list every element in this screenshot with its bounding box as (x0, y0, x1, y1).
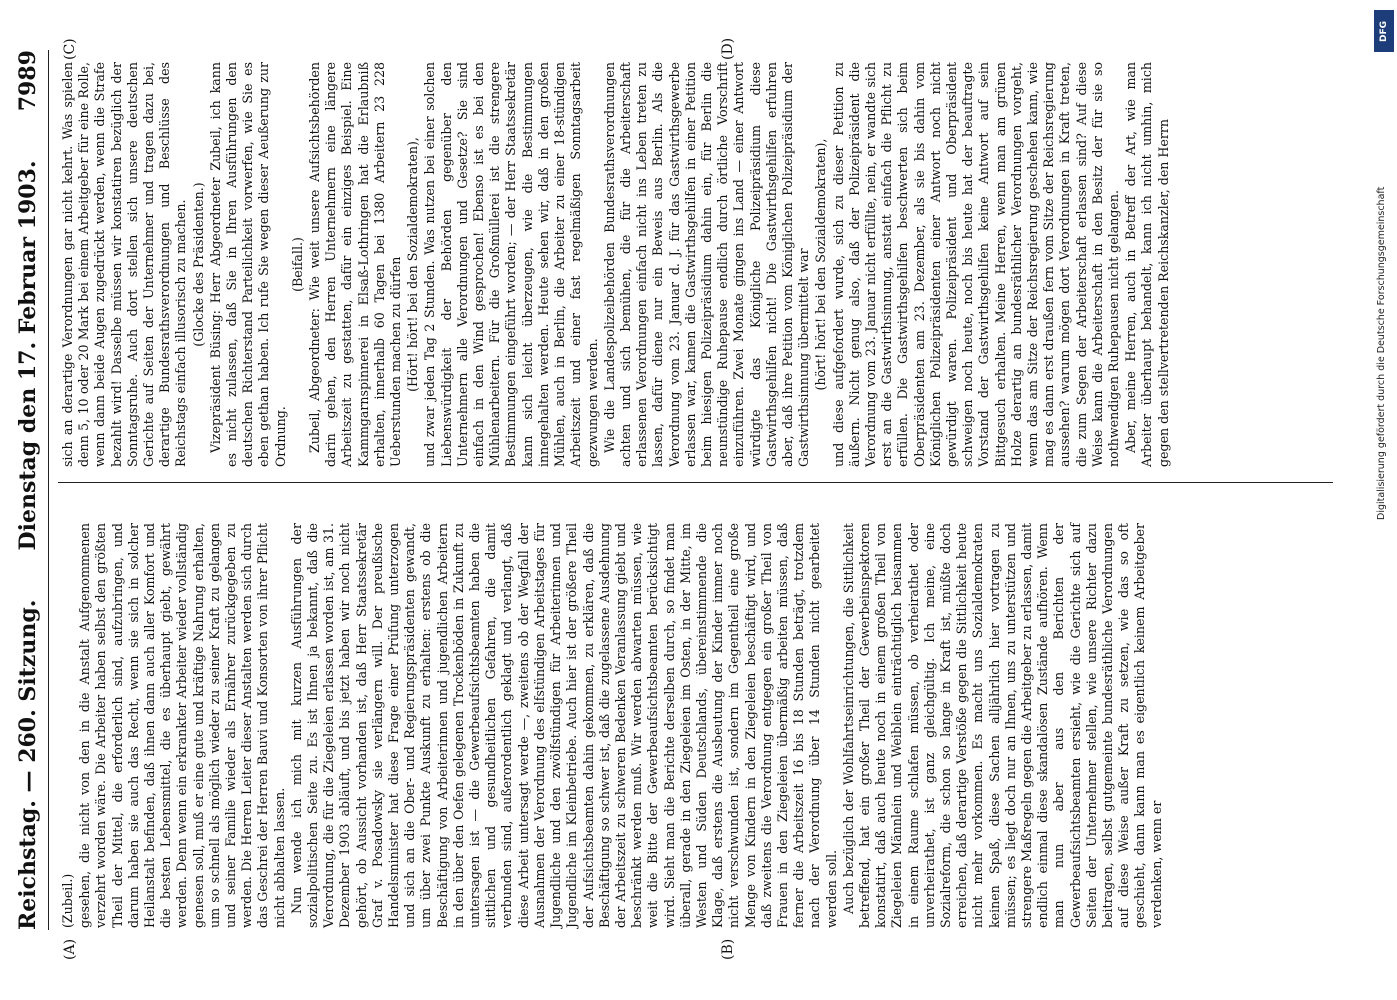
marker-b: (B) (720, 938, 736, 960)
column-divider (58, 482, 1333, 483)
speaker-paragraph: Zubeil, Abgeordneter: Wie weit unsere Aufsichtsbehörden darin gehen, den Herren Unternehmern eine längere Arbeitszeit zu gestatten, dafür ein einziges Beispiel. Eine Kammgarnspinnerei in Elsaß-Lothringen hat die Erlaubniß erhalten, innerhalb 60 Tagen bei 1380 Arbeitern 23 228 Ueberstunden machen zu dürfen (307, 62, 404, 467)
speaker-tag: (Zubeil.) (60, 873, 75, 928)
marker-a: (A) (62, 938, 78, 960)
left-column (60, 523, 1360, 928)
dfg-credit-text: Digitalisierung gefördert durch die Deutsche Forschungsgemeinschaft (1376, 186, 1387, 520)
paragraph: Aber, meine Herren, auch in Betreff der Art, wie man Arbeiter überhaupt behandelt, kann ich nicht umhin, mich gegen den stellvertretenden Reichskanzler, den Herrn (1123, 62, 1171, 467)
page-header (8, 50, 49, 930)
speaker-paragraph: Vizepräsident Büsing: Herr Abgeordneter Zubeil, ich kann es nicht zulassen, daß Sie in Ihren Ausführungen den deutschen Richterstand Parteilichkeit vorwerfen, wie Sie es eben gethan haben. Ich rufe Sie wegen dieser Aeußerung zur Ordnung. (207, 62, 288, 467)
interjection: (Glocke des Präsidenten.) (190, 182, 206, 347)
interjection: (hört! hört! bei den Sozialdemokraten), (813, 138, 829, 391)
paragraph: und diese aufgefordert wurde, sich zu dieser Petition zu äußern. Nicht genug also, daß der Polizeipräsident die Verordnung vom 23. Januar nicht erfüllte, nein, er wandte sich erst an die Gastwirthsinnung, anstatt einfach die Pflicht zu erfüllen. Die Gastwirthsgehilfen beschwerten sich beim Oberpräsidenten am 23. Dezember, als sie bis dahin vom Königlichen Polizeipräsidenten einer Antwort noch nicht gewürdigt waren. Polizeipräsident und Oberpräsident schweigen noch heute, noch bis heute hat der beauftragte Vorstand der Gastwirthsgehilfen keine Antwort auf sein Bittgesuch erhalten. Meine Herren, wenn man am grünen Holze derartig an bundesräthlicher Verordnungen vorgeht, wenn das am Sitze der Reichsregierung geschehen kann, wie mag es dann erst draußen fern vom Sitze der Reichsregierung aussehen? warum mögen dort Verordnungen in Kraft treten, die zum Segen der Arbeiterschaft erlassen sind? Auf diese Weise kann die Arbeiterschaft in den Besitz der für sie so nothwendigen Ruhepausen nicht gelangen. (830, 62, 1121, 467)
dfg-sidebar (1372, 0, 1397, 1000)
interjection: (Beifall.) (289, 237, 305, 292)
dfg-logo: DFG (1374, 10, 1394, 52)
interjection: (Hört! hört! bei den Sozialdemokraten), (405, 137, 421, 392)
header-date: Dienstag den 17. Februar 1903. (15, 160, 41, 551)
paragraph: Wie die Landespolizeibehörden Bundesrathsverordnungen achten und sich bemühen, die für die Arbeiterschaft erlassenen Verordnungen einfach nicht ins Leben treten zu lassen, dafür diene nur ein Beweis aus Berlin. Als die Verordnung vom 23. Januar d. J. für das Gastwirthsgewerbe erlassen war, kamen die Gastwirthsgehilfen in einer Petition beim hiesigen Polizeipräsidium dahin ein, für Berlin die neunstündige Ruhepause endlich durch örtliche Vorschrift einzuführen. Zwei Monate gingen ins Land — einer Antwort würdigte das Königliche Polizeipräsidium diese Gastwirthsgehilfen nicht! Die Gastwirthsgehilfen erfuhren aber, daß ihre Petition vom Königlichen Polizeipräsidium der Gastwirthsinnung übermittelt war (601, 62, 812, 467)
paragraph: Auch bezüglich der Wohlfahrtseinrichtungen, die Sittlichkeit betreffend, hat ein großer Theil der Gewerbeinspektoren konstatirt, daß auch heute noch in einem großen Theil von Ziegeleien Männlein und Weiblein einträchtiglich beisammen in einem Raume schlafen müssen, ob verheirathet oder unverheirathet, ist ganz gleichgültig. Ich meine, eine Sozialreform, die schon so lange in Kraft ist, müßte doch erreichen, daß derartige Verstöße gegen die Sittlichkeit heute nicht mehr vorkommen. Es macht uns Sozialdemokraten keinen Spaß, diese Sachen alljährlich hier vortragen zu müssen; es liegt doch nur an Ihnen, uns zu unterstützen und strengere Maßregeln gegen die Arbeitgeber zu erlassen, damit endlich einmal diese skandalösen Zustände aufhören. Wenn man nun aber aus den Berichten der Gewerbeaufsichtsbeamten ersieht, wie die Gerichte sich auf Seiten der Unternehmer stellen, wie unsere Richter dazu beitragen, selbst gutgemeinte bundesräthliche Verordnungen auf diese Weise außer Kraft zu setzen, wie das so oft geschieht, dann kann man es eigentlich keinem Arbeitgeber verdenken, wenn er (840, 523, 1164, 928)
paragraph: sich an derartige Verordnungen gar nicht kehrt. Was spielen denn 5, 10 oder 20 Mark bei einem Arbeitgeber für eine Rolle, wenn dann beide Augen zugedrückt werden, wenn die Strafe bezahlt wird! Dasselbe müssen wir konstatiren bezüglich der Sonntagsruhe. Auch dort stellen sich unsere deutschen Gerichte auf Seiten der Unternehmer und tragen dazu bei, derartige Bundesrathsverordnungen und Beschlüsse des Reichstags einfach illusorisch zu machen. (60, 62, 189, 467)
right-column (60, 62, 1360, 467)
page-number: 7989 (15, 50, 41, 112)
paragraph: und zwar jeden Tag 2 Stunden. Was nutzen bei einer solchen Liebenswürdigkeit der Behörden gegenüber den Unternehmern alle Verordnungen und Gesetze? Sie sind einfach in den Wind gesprochen! Ebenso ist es bei den Mühlenarbeitern. Für die Großmüllerei ist die strengere Bestimmungen eingeführt worden; — der Herr Staatssekretär kann sich leicht überzeugen, wie die Bestimmungen innegehalten werden. Heute sehen wir, daß in den großen Mühlen, auch in Berlin, die Arbeiter zu einer 18-stündigen Arbeitszeit und einer fast regelmäßigen Sonntagsarbeit gezwungen werden. (422, 62, 600, 467)
paragraph: Nun wende ich mich mit kurzen Ausführungen der sozialpolitischen Seite zu. Es ist Ihnen ja bekannt, daß die Verordnung, die für die Ziegeleien erlassen worden ist, am 31. Dezember 1903 abläuft, und bis jetzt haben wir noch nicht gehört, ob Aussicht vorhanden ist, daß Herr Staatssekretär Graf v. Posadowsky sie verlängern will. Der preußische Handelsminister hat diese Frage einer Prüfung unterzogen und sich an die Ober- und Regierungspräsidenten gewandt, um über zwei Punkte Auskunft zu erhalten: erstens ob die Beschäftigung von Arbeiterinnen und jugendlichen Arbeitern in den über den Oefen gelegenen Trockenböden in Zukunft zu untersagen ist — die Gewerbeaufsichtsbeamten haben die sittlichen und gesundheitlichen Gefahren, die damit verbunden sind, außerordentlich geklagt und verlangt, daß diese Arbeit untersagt werde —, zweitens ob der Wegfall der Ausnahmen der Verordnung des elfstündigen Arbeitstages für Jugendliche und den zwölfstündigen für Arbeiterinnen und Jugendliche im Kleinbetriebe. Auch hier ist der größere Theil der Aufsichtsbeamten dahin gekommen, zu erklären, daß die Beschäftigung so schwer ist, daß die zugelassene Ausdehnung der Arbeitszeit zu schweren Bedenken Veranlassung giebt und beschränkt werden muß. Wir werden abwarten müssen, wie weit die Bitte der Gewerbeaufsichtsbeamten berücksichtigt wird. Sieht man die Berichte derselben durch, so findet man überall, gerade in den Ziegeleien im Osten, in der Mitte, im Westen und Süden Deutschlands, übereinstimmende die Klage, daß erstens die Ausbeutung der Kinder immer noch nicht verschwunden ist, sondern im Gegentheil eine große Menge von Kindern in den Ziegeleien beschäftigt wird, und daß zweitens die Verordnung entgegen ein großer Theil von Frauen in den Ziegeleien übermäßig arbeiten müssen, daß ferner die Arbeitszeit 16 bis 18 Stunden beträgt, trotzdem nach der Verordnung über 14 Stunden nicht gearbeitet werden soll. (288, 523, 839, 928)
paragraph: gesehen, die nicht von den in die Anstalt Aufgenommenen verzehrt worden wäre. Die Arbeiter haben selbst den größten Theil der Mittel, die erforderlich sind, aufzubringen, und darum haben sie auch das Recht, wenn sie sich in solcher Heilanstalt befinden, daß ihnen dann auch aller Komfort und die besten Lebensmittel, die es überhaupt giebt, gewährt werden. Denn wenn ein erkrankter Arbeiter wieder vollständig genesen soll, muß er eine gute und kräftige Nahrung erhalten, um so schnell als möglich wieder zu seiner Kraft zu gelangen und seiner Familie wieder als Ernährer zurückgegeben zu werden. Die Herren Leiter dieser Anstalten werden sich durch das Geschrei der Herren Bauvi und Konsorten von ihrer Pflicht nicht abhalten lassen. (77, 523, 287, 928)
header-left: Reichstag. — 260. Sitzung. (15, 599, 41, 930)
marker-d: (D) (720, 37, 736, 60)
marker-c: (C) (62, 38, 78, 60)
